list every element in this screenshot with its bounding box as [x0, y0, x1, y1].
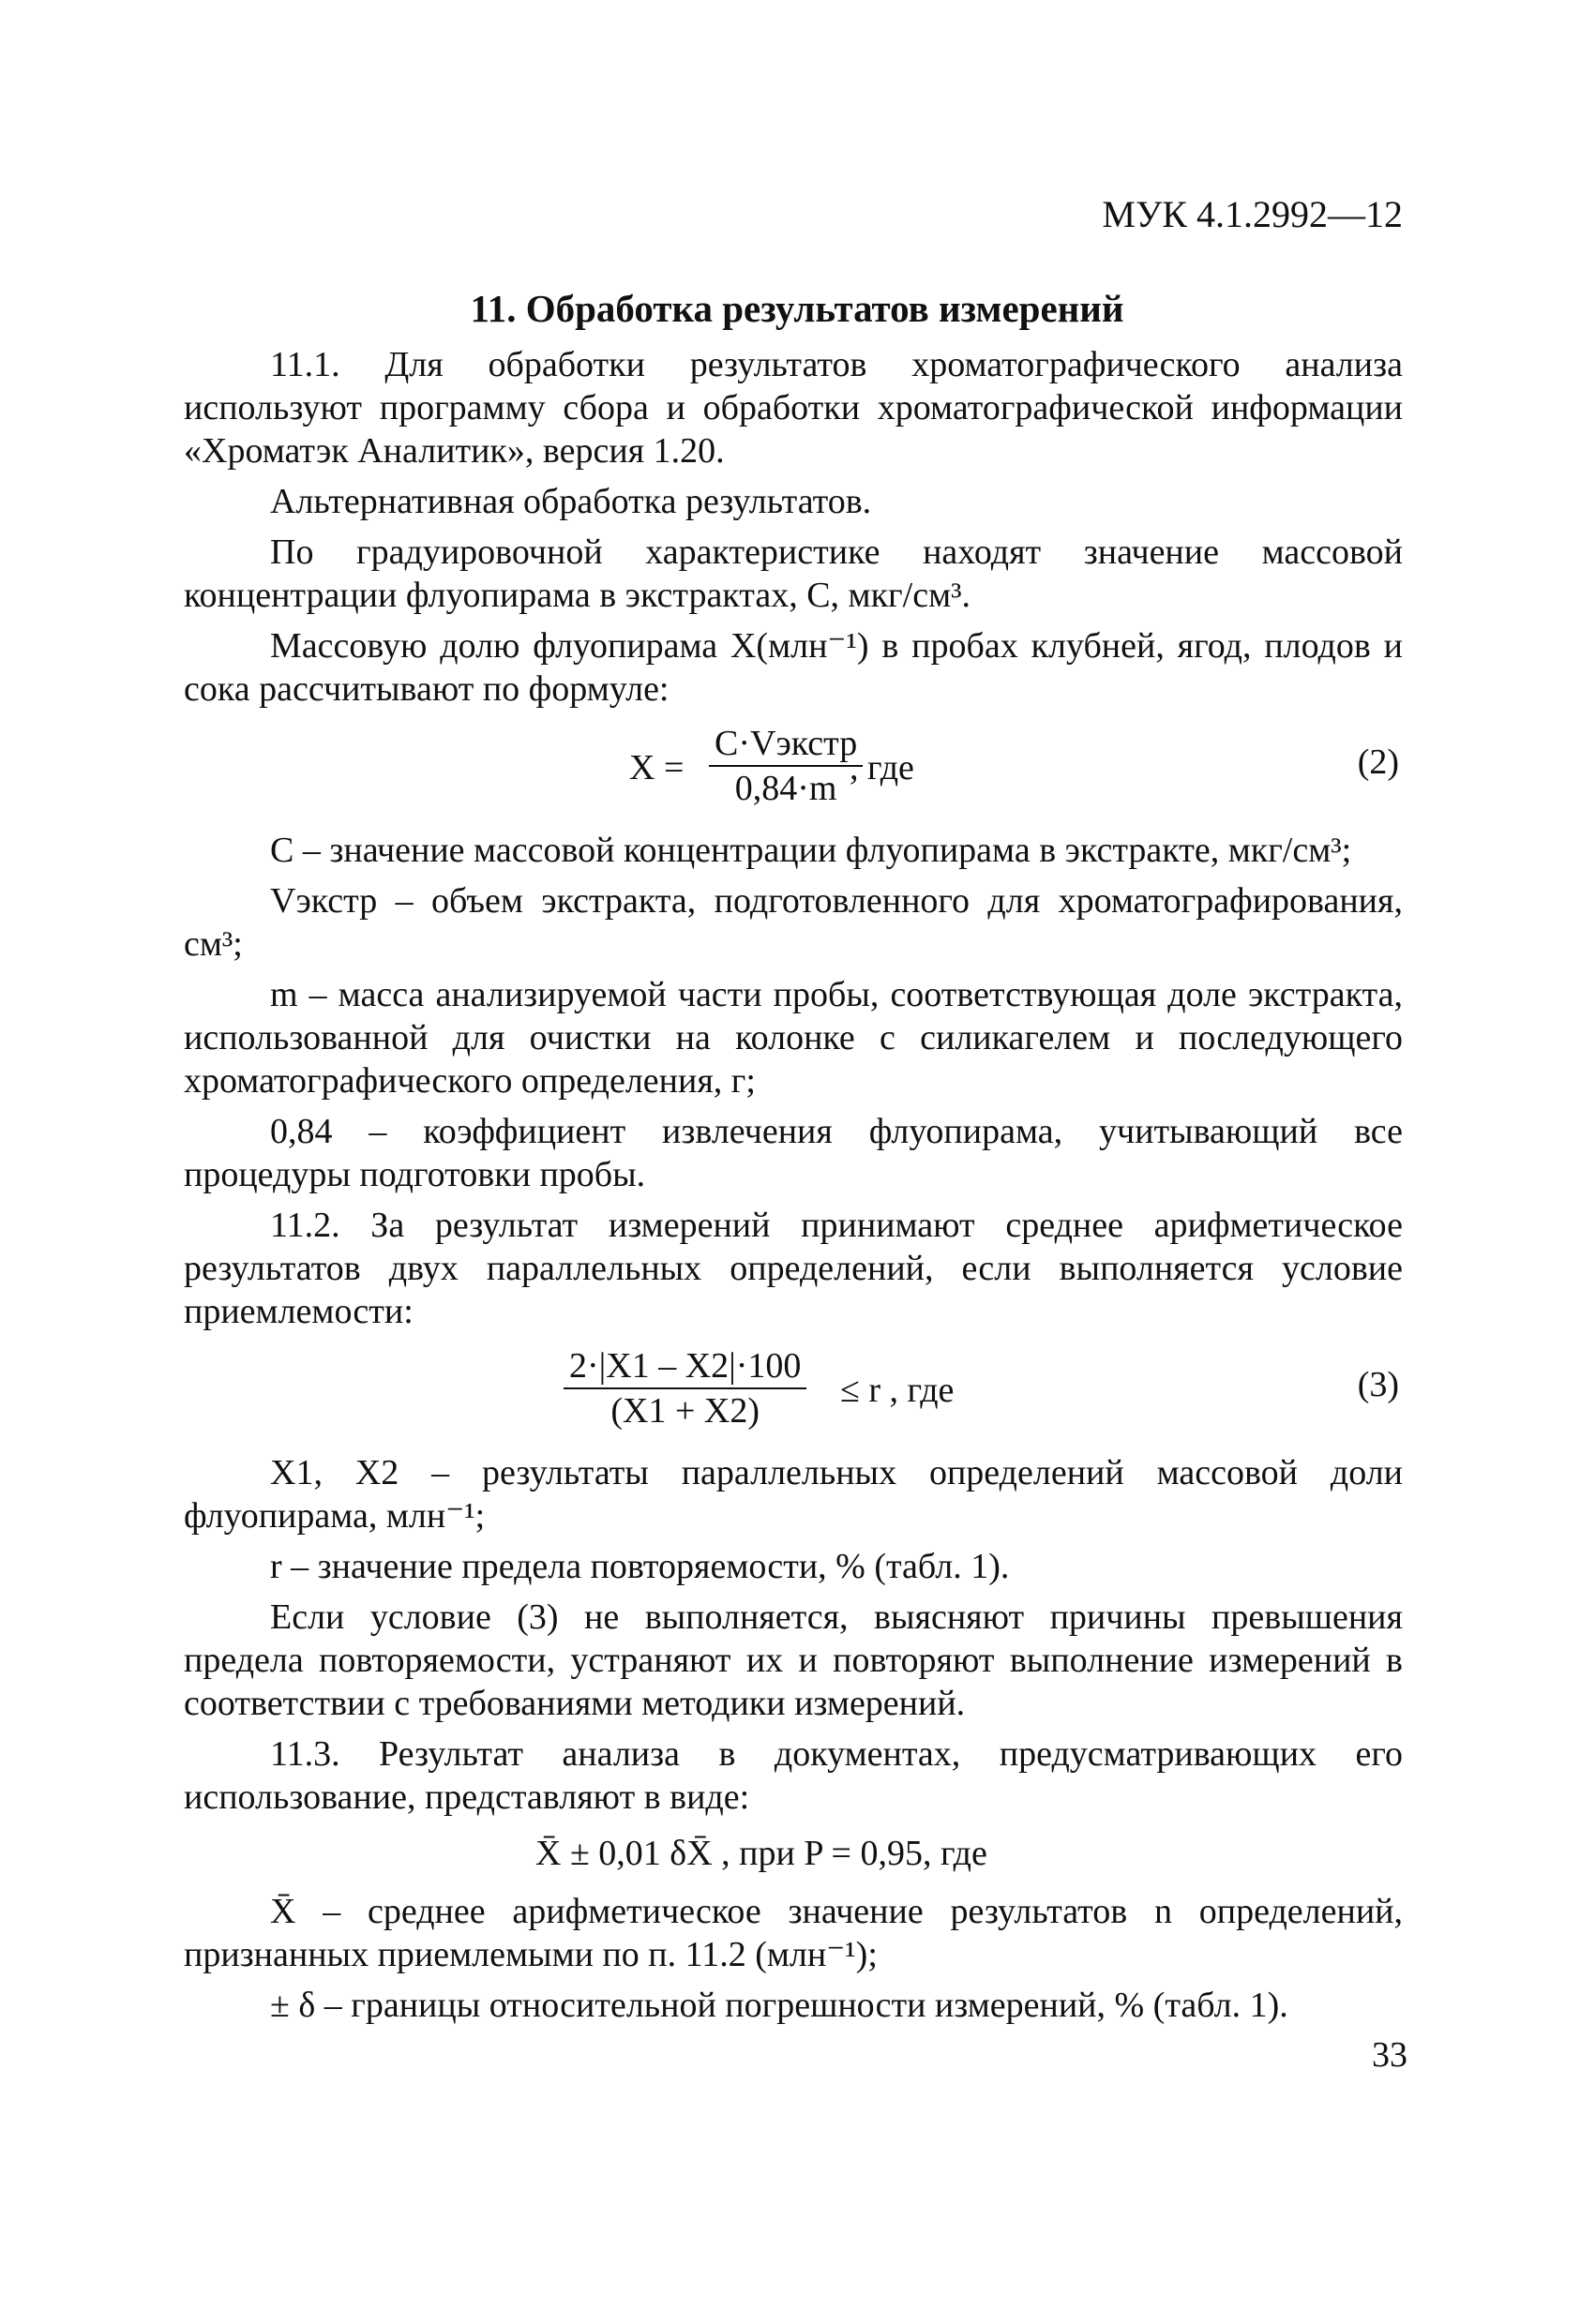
- definition-c: C – значение массовой концентрации флуопирама в экстракте, мкг/см³;: [270, 831, 1352, 870]
- paragraph-calibration: По градуировочной характеристике находят значение массовой концентрации флуопирама в экстрактах, C, мкг/см³.: [184, 532, 1403, 615]
- section-heading: 11. Обработка результатов измерений: [470, 287, 1124, 330]
- paragraph-11-1: 11.1. Для обработки результатов хроматографического анализа используют программу сбора и обработки хроматографической информации «Хроматэк Аналитик», версия 1.20.: [184, 345, 1403, 471]
- definition-v: Vэкстр – объем экстракта, подготовленного для хроматографирования, см³;: [184, 881, 1403, 964]
- formula-2-number: (2): [1357, 742, 1399, 782]
- formula-2: [184, 718, 1403, 821]
- paragraph-mass-fraction: Массовую долю флуопирама X(млн⁻¹) в пробах клубней, ягод, плодов и сока рассчитывают по формуле:: [184, 626, 1403, 709]
- formula-3: [184, 1341, 1403, 1444]
- formula-3-tail: ≤ r , где: [840, 1371, 955, 1410]
- formula-2-denominator: 0,84·m: [709, 765, 863, 810]
- paragraph-11-2: 11.2. За результат измерений принимают среднее арифметическое результатов двух параллельных определений, если выполняется условие приемлемости:: [184, 1206, 1403, 1331]
- formula-2-numerator: C·Vэкстр: [715, 724, 858, 763]
- document-body: [184, 343, 1403, 2034]
- formula-2-tail: , где: [850, 748, 914, 787]
- paragraph-alternative: Альтернативная обработка результатов.: [270, 482, 872, 521]
- definition-xbar: X̄ – среднее арифметическое значение результатов n определений, признанных приемлемыми по п. 11.2 (млн⁻¹);: [184, 1892, 1403, 1974]
- paragraph-condition: Если условие (3) не выполняется, выясняют причины превышения предела повторяемости, устраняют их и повторяют выполнение измерений в соответствии с требованиями методики измерений.: [184, 1597, 1403, 1723]
- definition-x1-x2: X1, X2 – результаты параллельных определений массовой доли флуопирама, млн⁻¹;: [184, 1453, 1403, 1536]
- formula-3-fraction: [564, 1344, 806, 1432]
- formula-3-number: (3): [1357, 1365, 1399, 1404]
- formula-4-text: X̄ ± 0,01 δX̄ , при P = 0,95, где: [535, 1834, 987, 1873]
- formula-4: [184, 1826, 1403, 1882]
- definition-084: 0,84 – коэффициент извлечения флуопирама, учитывающий все процедуры подготовки пробы.: [184, 1112, 1403, 1194]
- formula-2-fraction: [709, 722, 863, 810]
- definition-r: r – значение предела повторяемости, % (табл. 1).: [270, 1547, 1010, 1586]
- paragraph-11-3: 11.3. Результат анализа в документах, предусматривающих его использование, представляют в виде:: [184, 1734, 1403, 1817]
- page-number: 33: [1372, 2035, 1407, 2075]
- definition-m: m – масса анализируемой части пробы, соответствующая доле экстракта, использованной для очистки на колонке с силикагелем и последующего хроматографического определения, г;: [184, 975, 1403, 1101]
- formula-2-lhs: X =: [629, 748, 685, 787]
- formula-3-numerator: 2·|X1 – X2|·100: [569, 1346, 802, 1386]
- formula-3-denominator: (X1 + X2): [564, 1387, 806, 1432]
- document-code: МУК 4.1.2992—12: [1102, 193, 1403, 235]
- definition-delta: ± δ – границы относительной погрешности измерений, % (табл. 1).: [270, 1986, 1288, 2025]
